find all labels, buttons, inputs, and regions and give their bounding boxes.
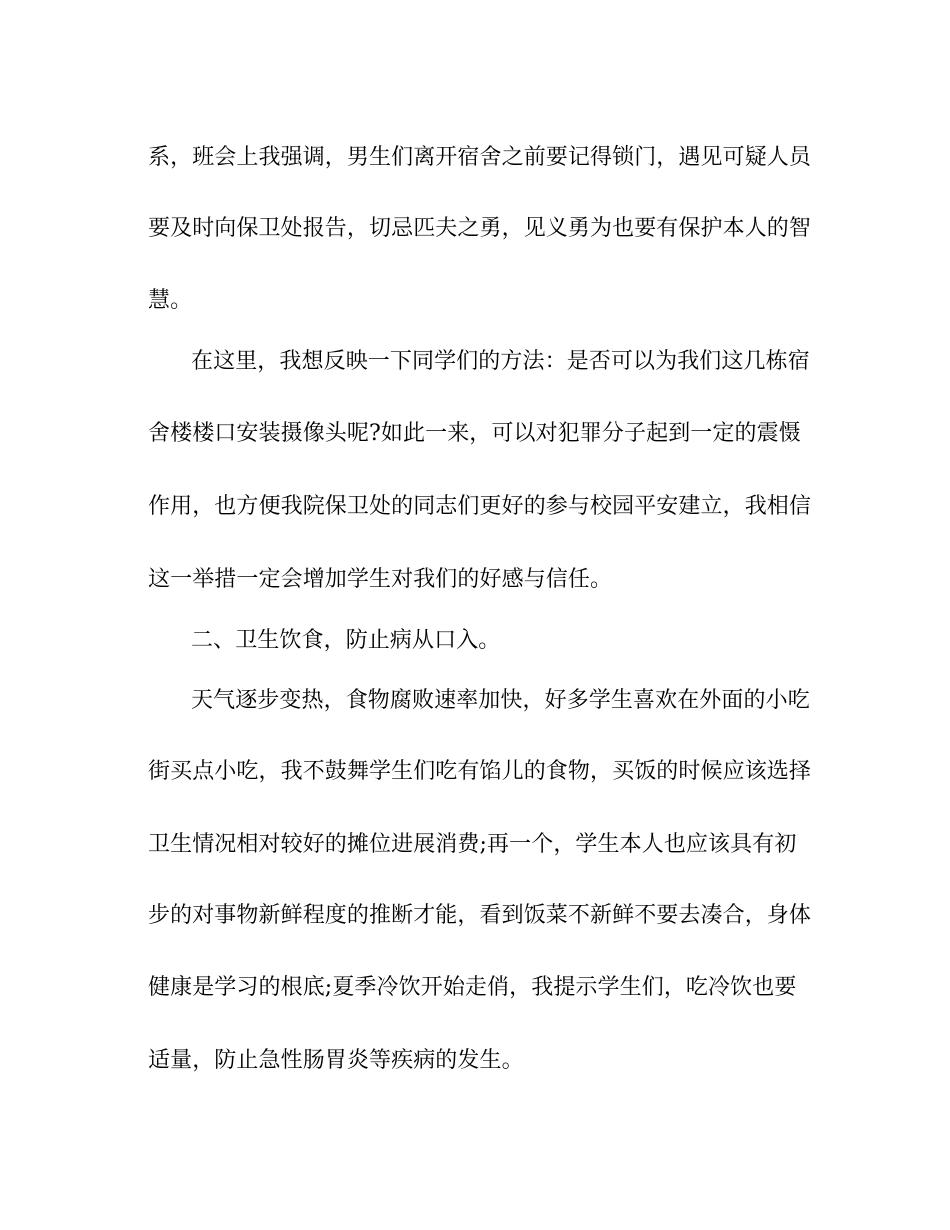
text-line: 步的对事物新鲜程度的推断才能，看到饭菜不新鲜不要去凑合，身体 — [148, 903, 812, 928]
text-line: 卫生情况相对较好的摊位进展消费;再一个，学生本人也应该具有初 — [148, 832, 797, 857]
text-line: 健康是学习的根底;夏季冷饮开始走俏，我提示学生们，吃冷饮也要 — [148, 975, 797, 1000]
text-line: 适量，防止急性肠胃炎等疾病的发生。 — [148, 1048, 524, 1073]
text-line: 舍楼楼口安装摄像头呢?如此一来，可以对犯罪分子起到一定的震慑 — [148, 421, 801, 446]
text-line: 慧。 — [148, 288, 193, 313]
text-line: 这一举措一定会增加学生对我们的好感与信任。 — [148, 567, 613, 592]
paragraph-start-line: 在这里，我想反映一下同学们的方法：是否可以为我们这几栋宿 — [191, 349, 810, 374]
text-line: 系，班会上我强调，男生们离开宿舍之前要记得锁门，遇见可疑人员 — [148, 145, 812, 170]
text-line: 街买点小吃，我不鼓舞学生们吃有馅儿的食物，买饭的时候应该选择 — [148, 759, 812, 784]
text-line: 作用，也方便我院保卫处的同志们更好的参与校园平安建立，我相信 — [148, 494, 812, 519]
paragraph-start-line: 天气逐步变热，食物腐败速率加快，好多学生喜欢在外面的小吃 — [191, 688, 810, 713]
text-line: 要及时向保卫处报告，切忌匹夫之勇，见义勇为也要有保护本人的智 — [148, 216, 812, 241]
section-heading: 二、卫生饮食，防止病从口入。 — [191, 628, 501, 653]
